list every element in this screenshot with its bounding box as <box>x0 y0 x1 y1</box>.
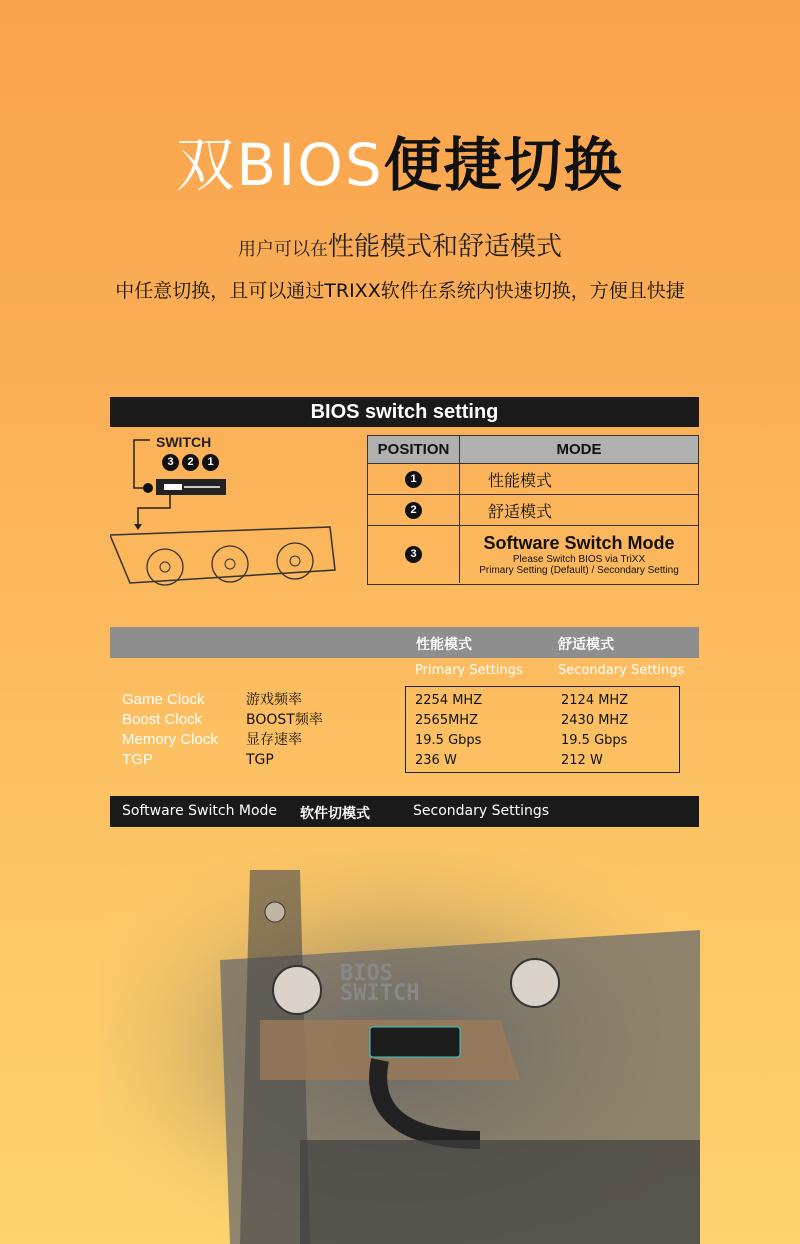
table-row <box>368 464 698 495</box>
software-switch-note: Please Switch BIOS via TriXX <box>512 554 646 565</box>
position-number: 3 <box>405 546 422 563</box>
list-item: BOOST频率 <box>246 712 323 728</box>
engraving-line-2: SWITCH <box>340 981 420 1006</box>
primary-values <box>415 691 482 771</box>
switch-label: SWITCH <box>156 434 212 450</box>
list-item: 2124 MHZ <box>561 693 629 708</box>
bios-switch-banner: BIOS switch setting <box>110 397 699 427</box>
sub-secondary-settings: Secondary Settings <box>558 663 685 678</box>
software-switch-cn: 软件切模式 <box>300 806 370 822</box>
subtitle-large: 性能模式和舒适模式 <box>327 232 562 262</box>
gpu-outline-illustration <box>110 430 350 590</box>
table-row <box>368 495 698 526</box>
list-item: 2430 MHZ <box>561 713 629 728</box>
table-row <box>368 526 698 583</box>
page-title <box>0 118 800 202</box>
subtitle-small: 用户可以在 <box>237 239 328 260</box>
position-number: 1 <box>405 471 422 488</box>
software-switch-bar <box>110 796 699 827</box>
col-comfort-mode: 舒适模式 <box>558 637 614 653</box>
software-switch-note-2: Primary Setting (Default) / Secondary Setting <box>479 565 679 576</box>
list-item: 19.5 Gbps <box>415 733 482 748</box>
switch-number-3: 3 <box>162 454 179 471</box>
clock-values-box <box>405 686 680 773</box>
header-mode: MODE <box>556 441 602 458</box>
header-position: POSITION <box>368 436 460 463</box>
software-switch-title: Software Switch Mode <box>483 533 675 553</box>
list-item: 显存速率 <box>246 732 302 748</box>
switch-numbers <box>162 454 219 471</box>
list-item: 212 W <box>561 753 603 768</box>
software-switch-value: Secondary Settings <box>413 803 550 819</box>
title-part-black: 便捷切换 <box>383 131 624 199</box>
col-perf-mode: 性能模式 <box>416 637 472 653</box>
position-mode-table <box>367 435 699 585</box>
clock-table-header <box>110 627 699 658</box>
switch-number-1: 1 <box>202 454 219 471</box>
list-item: Memory Clock <box>122 731 218 748</box>
switch-diagram <box>110 430 350 590</box>
subtitle-line-1 <box>0 226 800 263</box>
list-item: 19.5 Gbps <box>561 733 628 748</box>
list-item: Boost Clock <box>122 711 203 728</box>
list-item: 2254 MHZ <box>415 693 483 708</box>
mode-cell: 性能模式 <box>488 470 553 490</box>
clock-labels-cn <box>246 690 323 770</box>
position-number: 2 <box>405 502 422 519</box>
secondary-values <box>561 691 628 771</box>
list-item: TGP <box>246 752 274 768</box>
table-header-row <box>368 436 698 464</box>
sub-primary-settings: Primary Settings <box>415 663 523 678</box>
bios-switch-photo <box>100 850 700 1244</box>
subtitle-line-2: 中任意切换，且可以通过TRIXX软件在系统内快速切换，方便且快捷 <box>115 280 685 302</box>
list-item: 236 W <box>415 753 457 768</box>
engraving-line-1: BIOS <box>340 961 393 986</box>
title-part-white: 双BIOS <box>176 131 384 199</box>
list-item: Game Clock <box>122 691 205 708</box>
mode-cell <box>460 526 698 583</box>
switch-number-2: 2 <box>182 454 199 471</box>
mode-cell: 舒适模式 <box>488 501 553 521</box>
list-item: TGP <box>122 751 153 768</box>
software-switch-label: Software Switch Mode <box>122 803 278 819</box>
list-item: 游戏频率 <box>246 692 302 708</box>
list-item: 2565MHZ <box>415 713 478 728</box>
clock-labels-en <box>122 690 218 770</box>
